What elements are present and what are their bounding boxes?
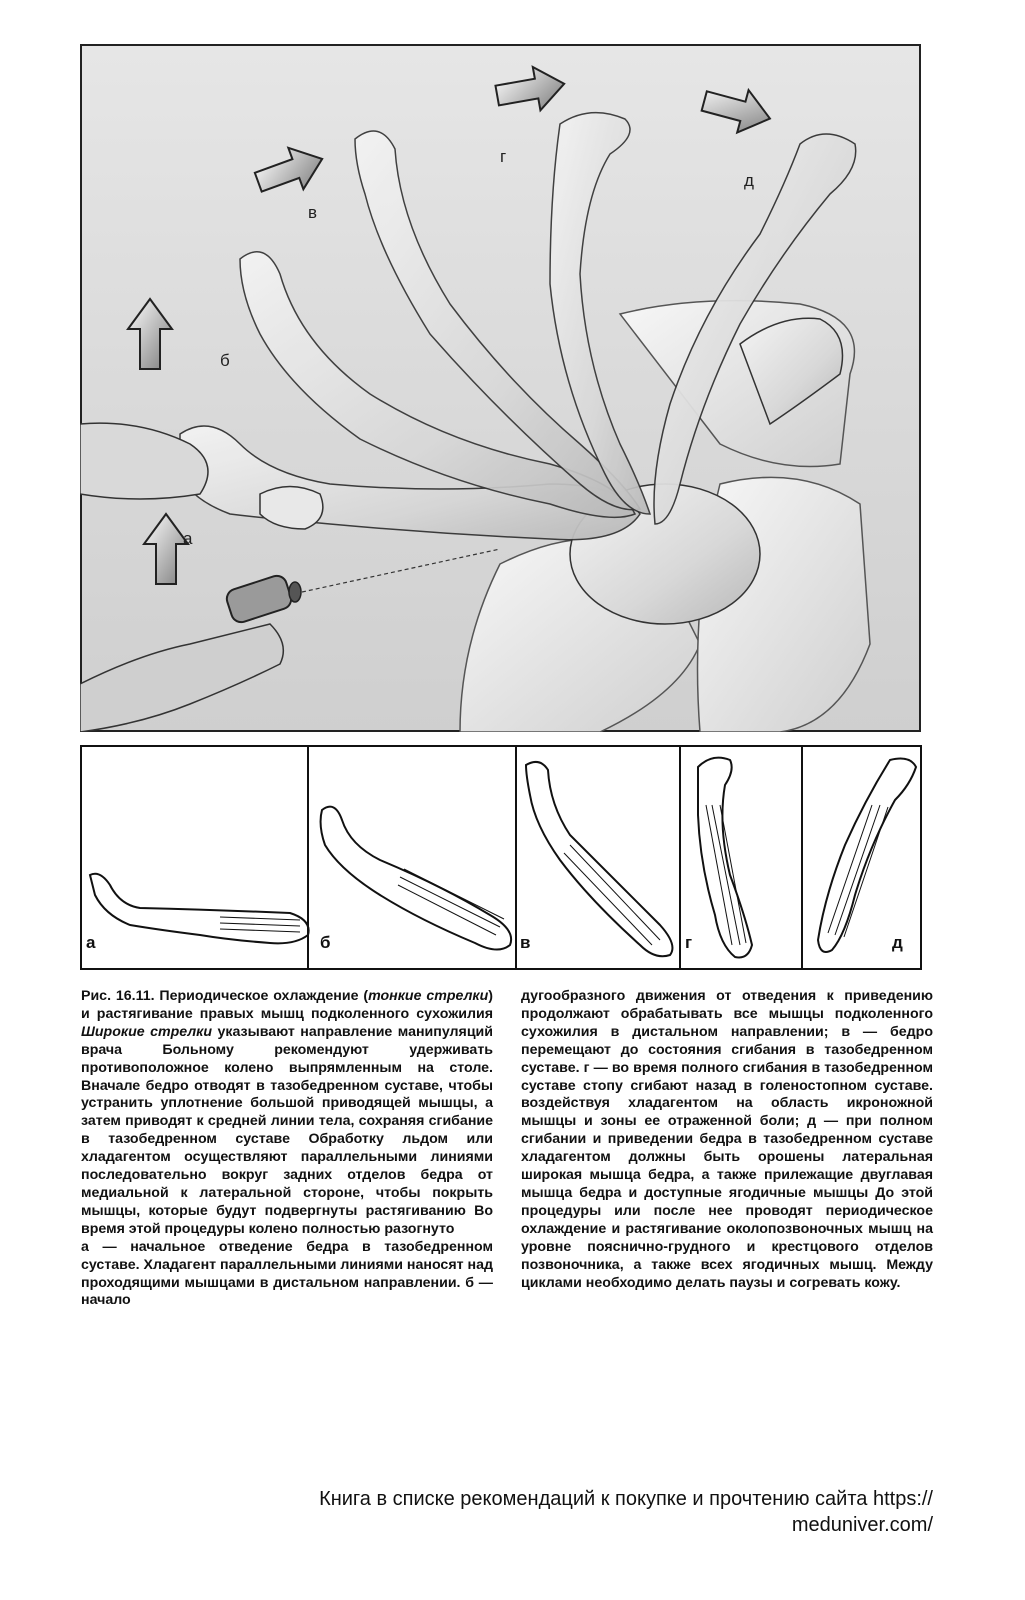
panel-label-b: б: [320, 933, 331, 952]
illustration-label-g: г: [500, 147, 507, 166]
illustration-label-d: д: [744, 171, 754, 190]
caption-text-segment: — во время полного сгибания в тазобедренном суставе стопу сгибают назад в голеностопном суставе. воздействуя хладагентом на область икроножной мышцы и зоны ее отраженной боли;: [521, 1059, 933, 1130]
panel-label-g: г: [685, 933, 693, 952]
caption-paragraph: [81, 988, 493, 1239]
site-footer-note: [153, 1486, 933, 1538]
figure-caption-right-column: [521, 988, 933, 1292]
illustration-label-a: а: [183, 529, 193, 548]
panel-label-v: в: [520, 933, 531, 952]
panel-label-d: д: [892, 933, 903, 952]
caption-text-segment: Широкие стрелки: [81, 1023, 213, 1040]
caption-text-segment: — бедро перемещают до состояния сгибания в тазобедренном суставе.: [521, 1023, 933, 1076]
caption-paragraph: [81, 1239, 493, 1311]
caption-text-segment: ) и растягивание правых мышц подколенного сухожилия: [81, 988, 493, 1022]
caption-text-segment: тонкие стрелки: [368, 988, 489, 1004]
illustration-label-b: б: [220, 351, 230, 370]
leg-stretch-illustration: [80, 44, 921, 732]
caption-text-segment: д: [807, 1113, 817, 1130]
panel-label-a: а: [86, 933, 96, 952]
caption-text-segment: а: [81, 1238, 89, 1255]
caption-text-segment: дугообразного движения от отведения к приведению продолжают обрабатывать все мышцы подколенного сухожилия в дистальном направлении;: [521, 988, 933, 1040]
caption-text-segment: Периодическое охлаждение (: [154, 988, 369, 1004]
spray-nozzle: [289, 582, 301, 602]
caption-text-segment: — начальное отведение бедра в тазобедренном суставе. Хладагент параллельными линиями наносят над проходящими мышцами в дистальном направлении.: [81, 1238, 493, 1291]
footer-line-1: Книга в списке рекомендаций к покупке и прочтению сайта https://: [319, 1488, 933, 1510]
caption-text-segment: — при полном сгибании и приведении бедра в тазобедренном суставе хладагентом должны быть орошены латеральная широкая мышца бедра, а также прилежащие двуглавая мышца бедра и доступные ягодичные мышцы До этой процедуры или после нее проводят периодическое охлаждение и растягивание околопозвоночных мышц на уровне пояснично-грудного и крестцового отделов позвоночника, а также всех ягодичных мышц. Между циклами необходимо делать паузы и согревать кожу.: [521, 1113, 933, 1291]
caption-text-segment: г: [583, 1059, 590, 1076]
caption-text-segment: указывают направление манипуляций врача Больному рекомендуют удерживать противоположное колено выпрямленным на столе. Вначале бедро отводят в тазобедренном суставе, чтобы устранить уплотнение большой приводящей мышцы, а затем приводят к средней линии тела, сохраняя сгибание в тазобедренном суставе Обработку льдом или хладагентом осуществляют параллельными линиями последовательно вокруг задних отделов бедра от медиальной к латеральной стороне, чтобы покрыть мышцы, которые будут подвергнуты растягиванию Во время этой процедуры колено полностью разогнуто: [81, 1023, 493, 1237]
caption-text-segment: в: [841, 1023, 851, 1040]
illustration-label-v: в: [308, 203, 318, 222]
caption-paragraph: [521, 988, 933, 1292]
caption-text-segment: Рис. 16.11.: [81, 988, 155, 1004]
panel-strip: [80, 745, 922, 970]
caption-text-segment: б: [465, 1274, 475, 1291]
caption-text-segment: — начало: [81, 1274, 493, 1309]
figure-caption-left-column: [81, 988, 493, 1310]
footer-line-2: meduniver.com/: [791, 1514, 933, 1536]
